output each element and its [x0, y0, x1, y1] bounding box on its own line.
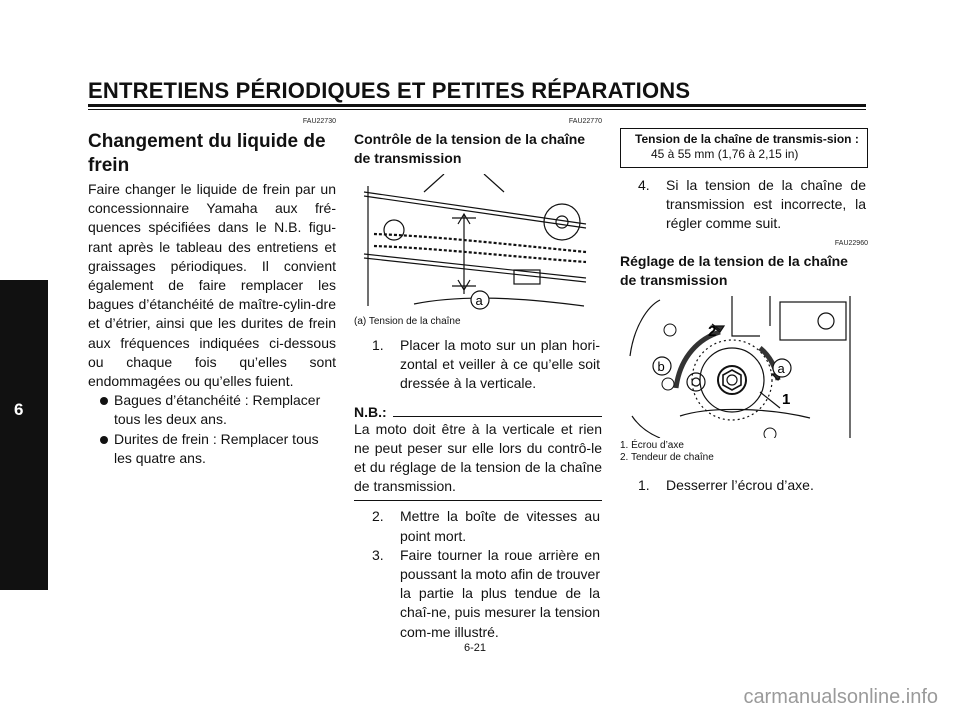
step-text: Mettre la boîte de vitesses au point mort. [400, 508, 600, 544]
section-heading-line2: frein [88, 155, 130, 176]
section-heading [88, 130, 336, 178]
step-text: Faire tourner la roue arrière en poussant la moto afin de trouver la partie la plus tendue de la chaî-ne, puis mesurer la tension com-me illustré. [400, 546, 601, 640]
figure-label-a: a [777, 360, 785, 376]
nb-header [354, 404, 602, 420]
nb-label: N.B.: [354, 403, 387, 420]
step-4 [620, 176, 868, 234]
reference-code: FAU22730 [302, 118, 336, 125]
reference-code: FAU22770 [568, 118, 602, 125]
step-number: 1. [372, 337, 384, 353]
nb-rule [393, 416, 602, 417]
section-heading-line2: de transmission [354, 150, 462, 166]
step-number: 3. [372, 546, 384, 563]
reference-code: FAU22960 [834, 239, 868, 247]
nb-bottom-rule [354, 500, 602, 501]
column-brake-fluid [88, 118, 336, 468]
bullet-icon [100, 436, 108, 444]
section-heading [620, 252, 868, 290]
spec-value: 45 à 55 mm (1,76 à 2,15 in) [651, 147, 799, 161]
bullet-icon [100, 397, 108, 405]
chain-tension-figure [354, 174, 602, 314]
figure-caption-2: 2. Tendeur de chaîne [620, 451, 714, 463]
section-heading-line1: Réglage de la tension de la chaîne [620, 252, 848, 269]
column-chain-adjust [620, 128, 868, 495]
section-heading-line2: de transmission [620, 271, 728, 288]
figure-caption: (a) Tension de la chaîne [354, 316, 461, 327]
figure-label-b: b [657, 358, 665, 374]
step-1-adjust [620, 476, 868, 495]
page-header-title: ENTRETIENS PÉRIODIQUES ET PETITES RÉPARATIONS [88, 78, 691, 103]
header-rule-thin [88, 109, 866, 110]
chapter-side-tab [0, 280, 48, 590]
bullet-text: Bagues d’étanchéité : Remplacer tous les deux ans. [114, 392, 321, 428]
section-heading-line1: Changement du liquide de [88, 131, 326, 152]
bullet-item-seals [88, 391, 336, 429]
step-number: 1. [638, 476, 650, 493]
chapter-number: 6 [14, 400, 24, 419]
step-3 [354, 546, 602, 642]
step-text: Placer la moto sur un plan hori-zontal et veiller à ce qu’elle soit dressée à la verticale. [400, 337, 600, 392]
spec-title: Tension de la chaîne de transmis-sion : [635, 132, 859, 146]
figure-label-1: 1 [782, 390, 791, 408]
step-text: Si la tension de la chaîne de transmission est incorrecte, la régler comme suit. [666, 177, 866, 232]
step-2 [354, 507, 602, 545]
section-heading [354, 130, 602, 168]
section-heading-line1: Contrôle de la tension de la chaîne [354, 131, 586, 147]
figure-label-a: a [475, 293, 483, 308]
step-1 [354, 336, 602, 394]
bullet-item-hoses [88, 430, 336, 468]
adjuster-illustration [620, 296, 868, 438]
figure-label-2: 2 [708, 322, 717, 340]
figure-caption-1: 1. Écrou d’axe [620, 439, 684, 451]
body-paragraph: Faire changer le liquide de frein par un concessionnaire Yamaha aux fré-quences spécifiées dans le N.B. figu-rant après le tableau des entretiens et graissages périodiques. Il convient également de faire remplacer les bagues d’étanchéité de maître-cylin-dre et d’étrier, ainsi que les durites de frein aux fréquences indiquées ci-dessous ou chaque fois qu’elles sont endommagées ou qu’elles fuient. [88, 181, 336, 390]
nb-text: La moto doit être à la verticale et rien ne peut peser sur elle lors du contrô-le et du réglage de la tension de la chaîne de transmission. [354, 420, 602, 495]
column-chain-check [354, 118, 602, 642]
header-rule [88, 104, 866, 107]
step-number: 2. [372, 508, 384, 525]
step-number: 4. [638, 177, 650, 193]
bullet-text: Durites de frein : Remplacer tous les quatre ans. [114, 430, 319, 466]
chain-adjuster-figure [620, 296, 868, 438]
specification-box [620, 128, 868, 168]
step-text: Desserrer l’écrou d’axe. [666, 476, 814, 493]
watermark-text: carmanualsonline.info [743, 686, 938, 708]
chain-illustration [354, 174, 602, 314]
page-number: 6-21 [464, 642, 487, 654]
